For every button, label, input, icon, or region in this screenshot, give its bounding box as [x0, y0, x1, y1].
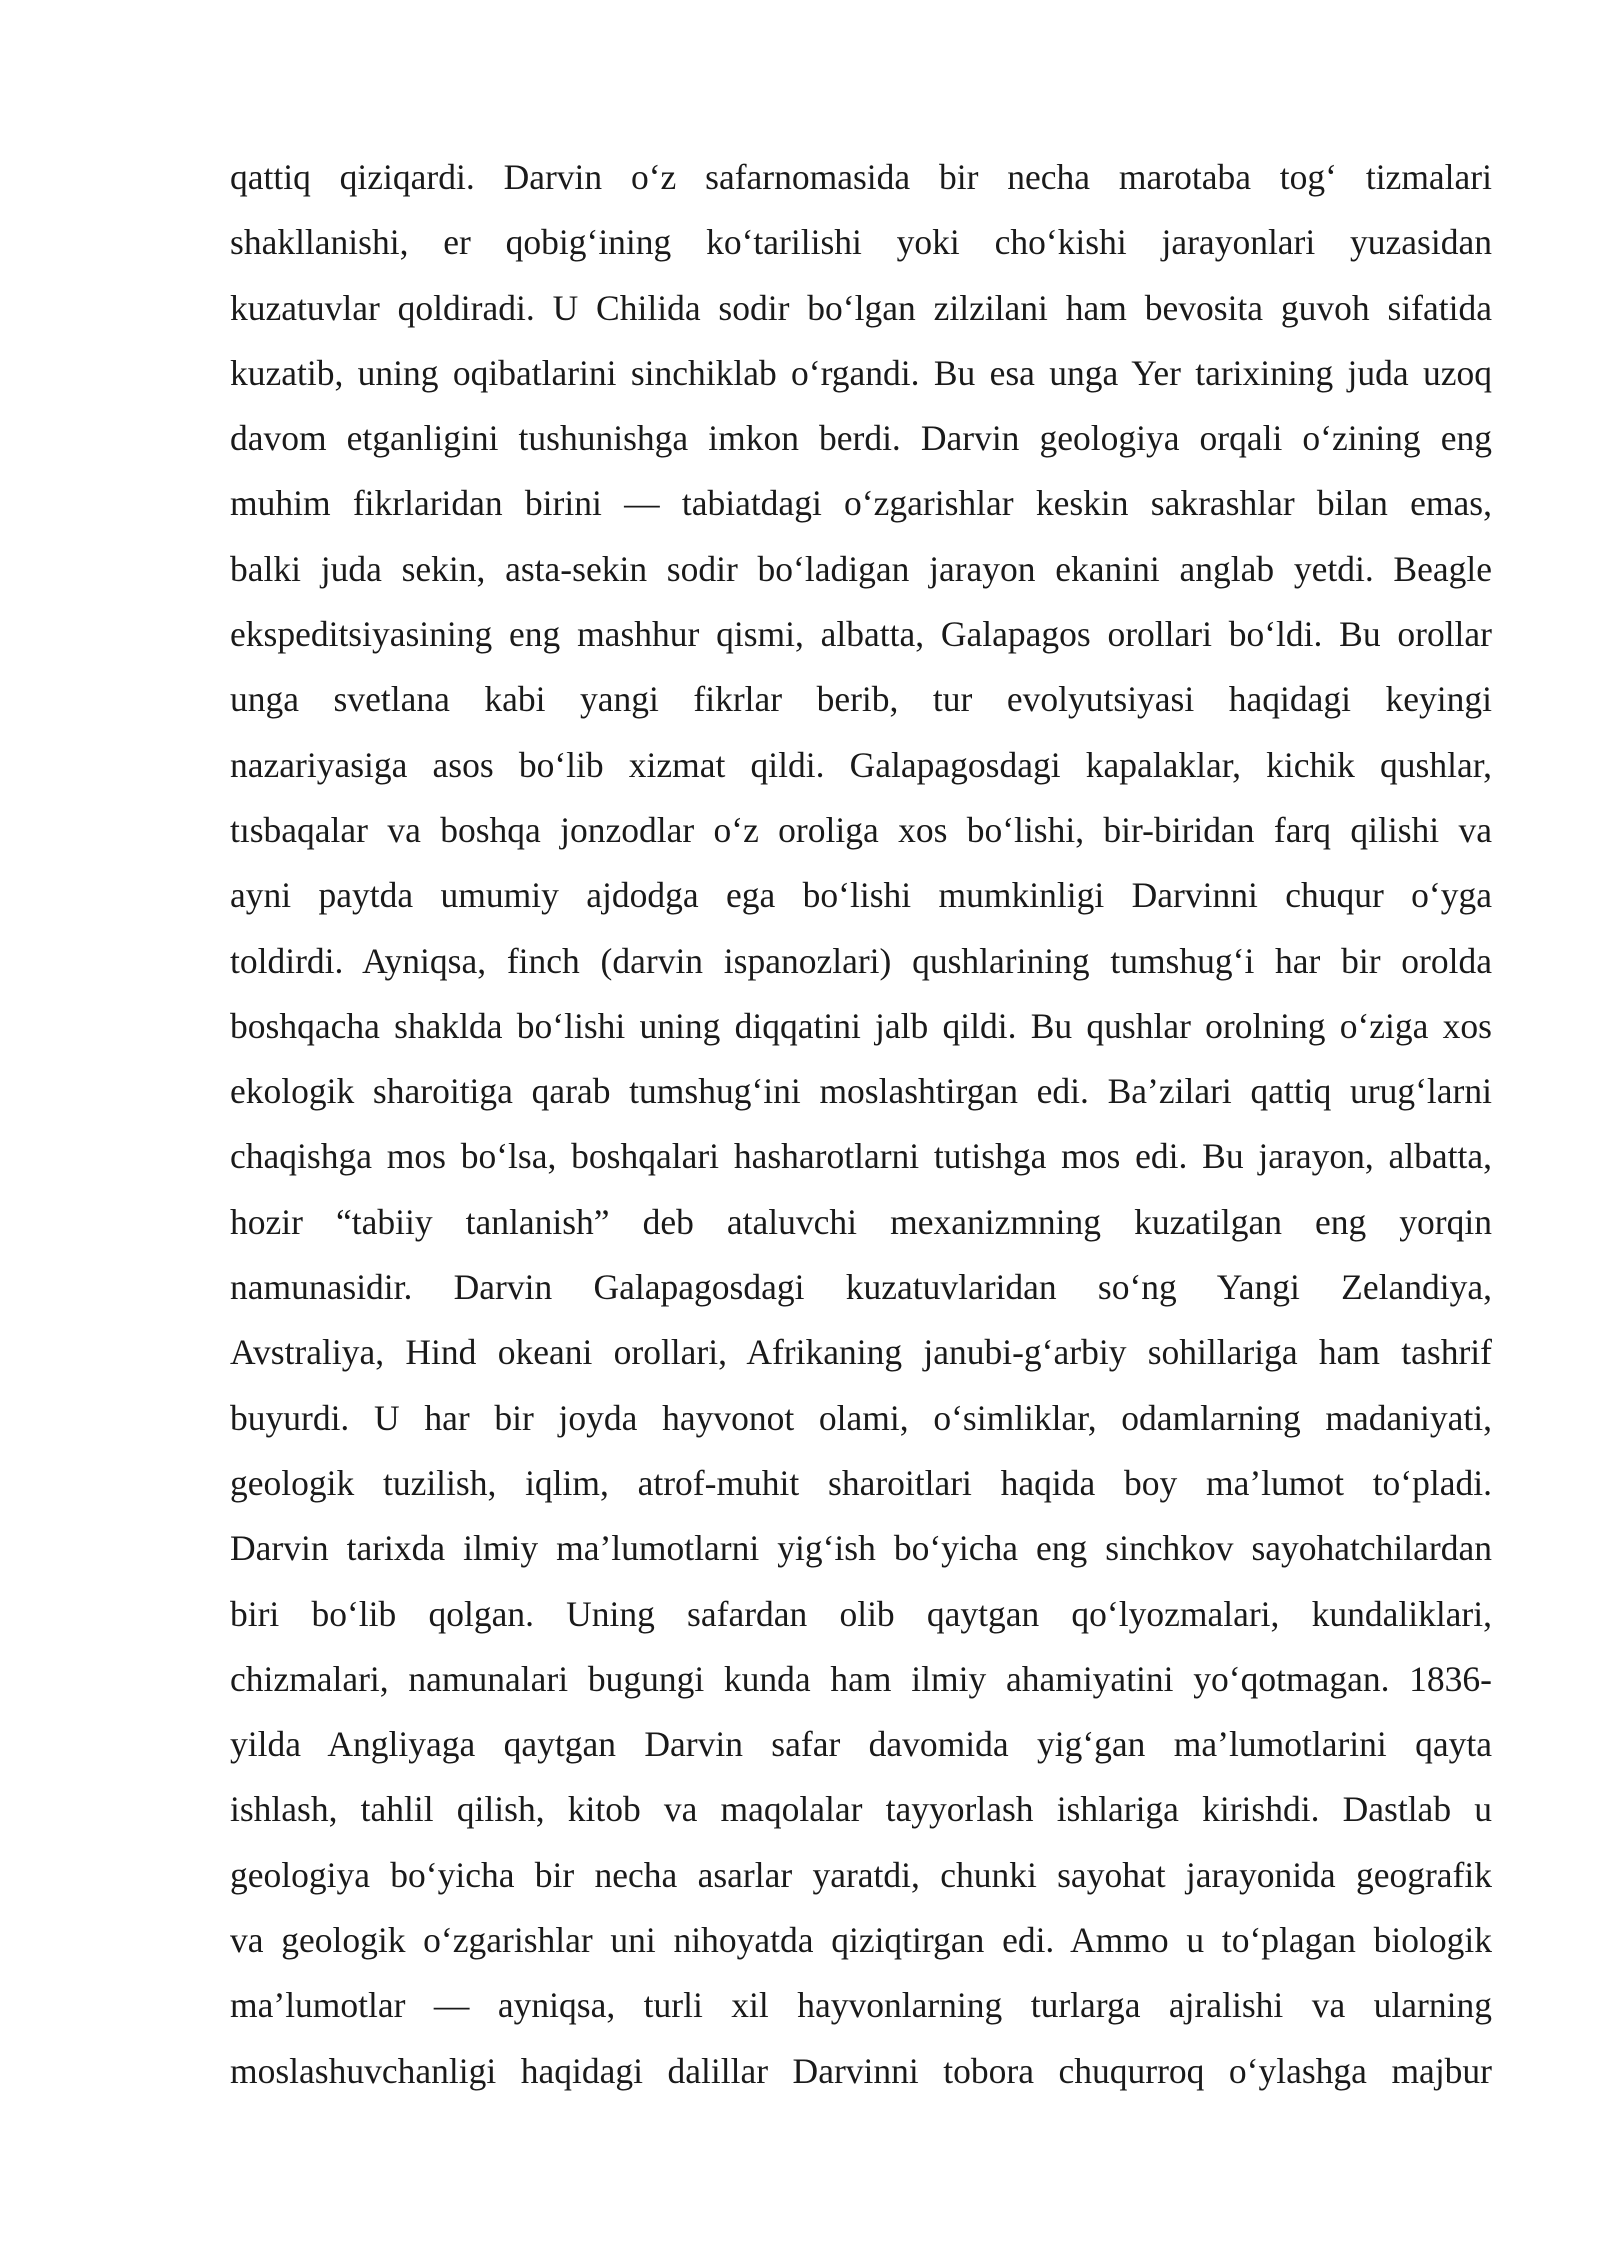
text-line: toldirdi. Ayniqsa, finch (darvin ispanozlari) qushlarining tumshug‘i har bir orolda: [230, 940, 1492, 981]
text-line: ishlash, tahlil qilish, kitob va maqolalar tayyorlash ishlariga kirishdi. Dastlab u: [230, 1789, 1492, 1830]
text-line: va geologik o‘zgarishlar uni nihoyatda qiziqtirgan edi. Ammo u to‘plagan biologik: [230, 1920, 1492, 1961]
text-line: davom etganligini tushunishga imkon berdi. Darvin geologiya orqali o‘zining eng: [230, 418, 1492, 459]
text-line: Avstraliya, Hind okeani orollari, Afrikaning janubi-g‘arbiy sohillariga ham tashrif: [230, 1332, 1492, 1373]
text-line: ayni paytda umumiy ajdodga ega bo‘lishi mumkinligi Darvinni chuqur o‘yga: [230, 875, 1492, 916]
text-line: unga svetlana kabi yangi fikrlar berib, tur evolyutsiyasi haqidagi keyingi: [230, 679, 1492, 720]
text-line: hozir “tabiiy tanlanish” deb ataluvchi mexanizmning kuzatilgan eng yorqin: [230, 1201, 1492, 1242]
text-line: nazariyasiga asos bo‘lib xizmat qildi. Galapagosdagi kapalaklar, kichik qushlar,: [230, 744, 1492, 785]
text-line: ekspeditsiyasining eng mashhur qismi, albatta, Galapagos orollari bo‘ldi. Bu orollar: [230, 614, 1492, 655]
text-line: chaqishga mos bo‘lsa, boshqalari hasharotlarni tutishga mos edi. Bu jarayon, albatta,: [230, 1136, 1492, 1177]
text-line: ma’lumotlar — ayniqsa, turli xil hayvonlarning turlarga ajralishi va ularning: [230, 1985, 1492, 2026]
text-line: boshqacha shaklda bo‘lishi uning diqqatini jalb qildi. Bu qushlar orolning o‘ziga xos: [230, 1005, 1492, 1046]
text-line: kuzatib, uning oqibatlarini sinchiklab o‘rgandi. Bu esa unga Yer tarixining juda uzoq: [230, 352, 1492, 393]
text-line: chizmalari, namunalari bugungi kunda ham ilmiy ahamiyatini yo‘qotmagan. 1836-: [230, 1658, 1492, 1699]
text-line: tısbaqalar va boshqa jonzodlar o‘z oroliga xos bo‘lishi, bir-biridan farq qilishi va: [230, 809, 1492, 850]
text-line: kuzatuvlar qoldiradi. U Chilida sodir bo‘lgan zilzilani ham bevosita guvoh sifatida: [230, 287, 1492, 328]
text-line: qattiq qiziqardi. Darvin o‘z safarnomasida bir necha marotaba tog‘ tizmalari: [230, 157, 1492, 197]
text-line: Darvin tarixda ilmiy ma’lumotlarni yig‘ish bo‘yicha eng sinchkov sayohatchilardan: [230, 1528, 1492, 1569]
text-line: muhim fikrlaridan birini — tabiatdagi o‘zgarishlar keskin sakrashlar bilan emas,: [230, 483, 1492, 524]
text-line: buyurdi. U har bir joyda hayvonot olami, o‘simliklar, odamlarning madaniyati,: [230, 1397, 1492, 1438]
text-line: balki juda sekin, asta-sekin sodir bo‘ladigan jarayon ekanini anglab yetdi. Beagle: [230, 548, 1492, 589]
text-line: namunasidir. Darvin Galapagosdagi kuzatuvlaridan so‘ng Yangi Zelandiya,: [230, 1267, 1492, 1308]
text-line: shakllanishi, er qobig‘ining ko‘tarilishi yoki cho‘kishi jarayonlari yuzasidan: [230, 222, 1492, 263]
text-line: ekologik sharoitiga qarab tumshug‘ini moslashtirgan edi. Ba’zilari qattiq urug‘larni: [230, 1071, 1492, 1112]
text-line: yilda Angliyaga qaytgan Darvin safar davomida yig‘gan ma’lumotlarini qayta: [230, 1724, 1492, 1765]
text-line: biri bo‘lib qolgan. Uning safardan olib qaytgan qo‘lyozmalari, kundaliklari,: [230, 1593, 1492, 1634]
text-line: moslashuvchanligi haqidagi dalillar Darvinni tobora chuqurroq o‘ylashga majbur: [230, 2050, 1492, 2091]
text-line: geologiya bo‘yicha bir necha asarlar yaratdi, chunki sayohat jarayonida geografik: [230, 1854, 1492, 1895]
text-line: geologik tuzilish, iqlim, atrof-muhit sharoitlari haqida boy ma’lumot to‘pladi.: [230, 1462, 1492, 1503]
body-text: [230, 145, 1492, 2104]
